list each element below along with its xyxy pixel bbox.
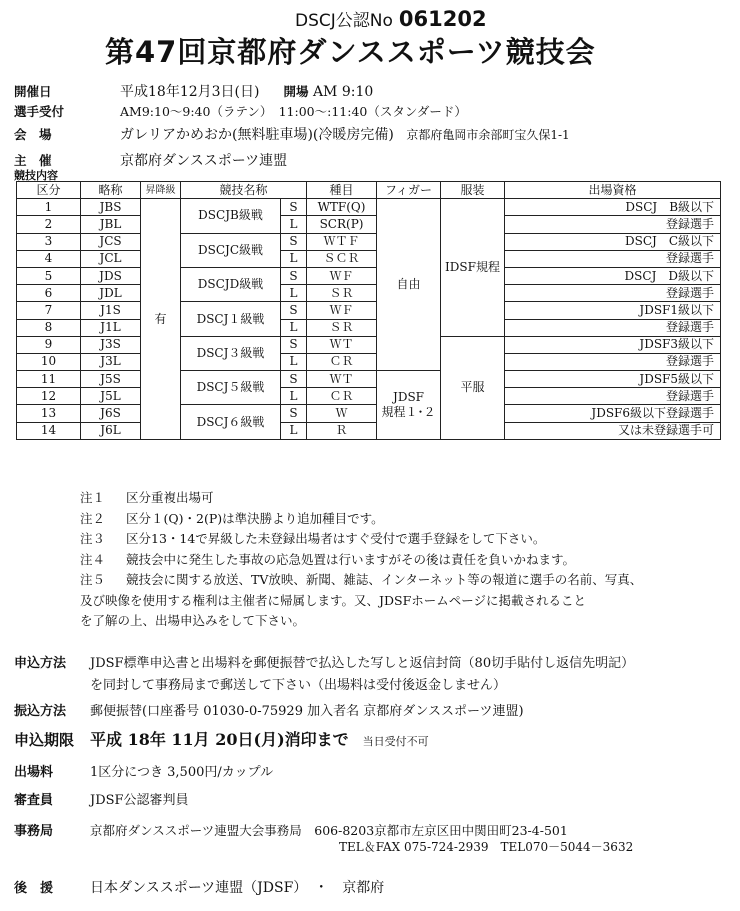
note-text: 競技会中に発生した事故の応急処置は行いますがその後は責任を負いかねます。: [126, 551, 576, 567]
method-line2: を同封して事務局まで郵送して下さい（出場料は受付後返金しません）: [90, 678, 507, 693]
cell-no: 6: [17, 285, 81, 302]
cell-qual: 登録選手: [505, 353, 721, 370]
cell-sl: L: [281, 250, 307, 267]
cell-competition: DSCJB級戦: [181, 199, 281, 233]
cell-event: ＣＲ: [307, 388, 377, 405]
support-value: 日本ダンススポーツ連盟（JDSF） ・ 京都府: [90, 880, 385, 896]
cell-qual: JDSF1級以下: [505, 302, 721, 319]
table-row: [17, 199, 721, 216]
cell-event: ＷＦ: [307, 302, 377, 319]
note-continuation: 及び映像を使用する権利は主催者に帰属します。又、JDSFホームページに掲載されること: [80, 592, 587, 608]
col-header: 競技名称: [181, 182, 307, 199]
office-row: [14, 820, 568, 839]
notes: [80, 488, 642, 632]
cell-dress-plain: 平服: [441, 336, 505, 439]
reception-label: 選手受付: [14, 104, 65, 119]
cell-competition: DSCJ３級戦: [181, 336, 281, 370]
cell-abbr: JDL: [81, 285, 141, 302]
judges-value: JDSF公認審判員: [90, 793, 189, 808]
host-value: 京都府ダンススポーツ連盟: [120, 153, 288, 169]
note-label: 注２: [80, 510, 106, 526]
deadline-row: [14, 727, 429, 750]
host-label: 主 催: [14, 153, 52, 168]
cell-competition: DSCJD級戦: [181, 267, 281, 301]
col-header: 種目: [307, 182, 377, 199]
cell-abbr: J5L: [81, 388, 141, 405]
cell-event: ＷＴ: [307, 336, 377, 353]
cell-abbr: J6L: [81, 422, 141, 439]
fee-row: [14, 761, 273, 780]
cell-event: ＷＴＦ: [307, 233, 377, 250]
table-row: [17, 302, 721, 319]
venue-address: 京都府亀岡市余部町宝久保1-1: [406, 128, 570, 142]
cell-abbr: JCS: [81, 233, 141, 250]
events-table: [16, 181, 721, 440]
cell-event: ＳＣＲ: [307, 250, 377, 267]
cell-no: 13: [17, 405, 81, 422]
certification: [295, 6, 487, 31]
table-row: [17, 267, 721, 284]
open-label: 開場: [283, 84, 309, 99]
deadline-label: 申込期限: [14, 731, 75, 749]
cell-qual: 登録選手: [505, 388, 721, 405]
cell-event: ＣＲ: [307, 353, 377, 370]
reception-row: [14, 102, 467, 120]
cell-abbr: J6S: [81, 405, 141, 422]
cell-no: 7: [17, 302, 81, 319]
cell-no: 1: [17, 199, 81, 216]
venue-value: ガレリアかめおか(無料駐車場)(冷暖房完備): [120, 127, 394, 143]
cell-abbr: J1S: [81, 302, 141, 319]
deadline-value: 平成 18年 11月 20日(月)消印まで: [90, 730, 349, 749]
col-header: 服装: [441, 182, 505, 199]
cell-event: ＷＴ: [307, 371, 377, 388]
cell-abbr: J5S: [81, 371, 141, 388]
cell-sl: L: [281, 285, 307, 302]
cell-qual: 登録選手: [505, 319, 721, 336]
cell-sl: L: [281, 388, 307, 405]
fee-value: 1区分につき 3,500円/カップル: [90, 765, 274, 780]
note-continuation: を了解の上、出場申込みをして下さい。: [80, 613, 306, 628]
cell-sl: L: [281, 422, 307, 439]
cell-promotion: 有: [141, 199, 181, 440]
cell-abbr: JCL: [81, 250, 141, 267]
date-label: 開催日: [14, 84, 52, 99]
method-label: 申込方法: [14, 656, 67, 671]
cell-qual: 又は未登録選手可: [505, 422, 721, 439]
reception-value: AM9:10～9:40（ラテン） 11:00～:11:40（スタンダード）: [120, 104, 467, 119]
cert-number: 061202: [398, 7, 487, 31]
cell-qual: DSCJ D級以下: [505, 267, 721, 284]
table-row: [17, 422, 721, 439]
cell-qual: DSCJ C級以下: [505, 233, 721, 250]
cell-qual: 登録選手: [505, 285, 721, 302]
cell-event: SCR(P): [307, 216, 377, 233]
cell-event: WTF(Q): [307, 199, 377, 216]
col-header: 昇降級: [141, 182, 181, 199]
table-row: [17, 250, 721, 267]
support-label: 後 援: [14, 881, 54, 896]
cell-sl: S: [281, 199, 307, 216]
cell-qual: JDSF3級以下: [505, 336, 721, 353]
cell-no: 14: [17, 422, 81, 439]
method-line1: JDSF標準申込書と出場料を郵便振替で払込した写しと返信封筒（80切手貼付し返信先明記）: [90, 656, 635, 671]
note-label: 注５: [80, 572, 106, 587]
transfer-label: 振込方法: [14, 704, 67, 719]
cell-qual: DSCJ B級以下: [505, 199, 721, 216]
judges-label: 審査員: [14, 793, 54, 808]
cell-competition: DSCJ６級戦: [181, 405, 281, 439]
cell-sl: S: [281, 336, 307, 353]
cell-event: ＷＦ: [307, 267, 377, 284]
note: [80, 570, 642, 591]
note-text: 区分１(Q)・2(P)は準決勝より追加種目です。: [126, 510, 384, 526]
cell-abbr: JBS: [81, 199, 141, 216]
office-value: 京都府ダンススポーツ連盟大会事務局 606-8203京都市左京区田中関田町23-4-501: [90, 823, 568, 838]
cell-no: 3: [17, 233, 81, 250]
cell-event: ＳＲ: [307, 285, 377, 302]
note: [80, 488, 642, 509]
venue-label: 会 場: [14, 127, 52, 142]
figure-jdsf-line2: 規程１･２: [381, 404, 436, 419]
cell-figure-jdsf: [377, 371, 441, 440]
cell-no: 8: [17, 319, 81, 336]
date-row: [14, 81, 373, 101]
transfer-value: 郵便振替(口座番号 01030-0-75929 加入者名 京都府ダンススポーツ連盟): [90, 704, 524, 719]
table-header-row: [17, 182, 721, 199]
figure-jdsf-line1: JDSF: [393, 389, 424, 404]
cell-abbr: JDS: [81, 267, 141, 284]
cell-competition: DSCJ５級戦: [181, 371, 281, 405]
cell-sl: L: [281, 216, 307, 233]
table-row: [17, 353, 721, 370]
table-row: [17, 371, 721, 388]
col-header: 略称: [81, 182, 141, 199]
transfer-row: [14, 700, 524, 719]
note: [80, 529, 642, 550]
cell-abbr: J3S: [81, 336, 141, 353]
cell-qual: 登録選手: [505, 216, 721, 233]
table-row: [17, 388, 721, 405]
table-row: [17, 285, 721, 302]
cell-sl: S: [281, 267, 307, 284]
page-title: 第47回京都府ダンススポーツ競技会: [105, 35, 596, 69]
note: [80, 550, 642, 571]
cell-no: 10: [17, 353, 81, 370]
cell-no: 5: [17, 267, 81, 284]
col-header: フィガー: [377, 182, 441, 199]
cell-event: Ｗ: [307, 405, 377, 422]
cell-abbr: J1L: [81, 319, 141, 336]
cell-qual: JDSF6級以下登録選手: [505, 405, 721, 422]
col-header: 区分: [17, 182, 81, 199]
office-label: 事務局: [14, 824, 54, 839]
office-tel: TEL＆FAX 075-724-2939 TEL070－5044－3632: [339, 840, 634, 854]
table-row: [17, 216, 721, 233]
note-text: 競技会に関する放送、TV放映、新聞、雑誌、インターネット等の報道に選手の名前、写真、: [126, 572, 643, 587]
note: [80, 509, 642, 530]
events-label: 競技内容: [14, 169, 58, 182]
venue-row: [14, 124, 570, 144]
cell-sl: S: [281, 405, 307, 422]
cell-sl: L: [281, 353, 307, 370]
cell-sl: S: [281, 302, 307, 319]
date-value: 平成18年12月3日(日): [120, 84, 260, 100]
table-row: [17, 336, 721, 353]
cert-label: DSCJ公認No: [295, 11, 393, 31]
cell-abbr: J3L: [81, 353, 141, 370]
table-row: [17, 405, 721, 422]
cell-sl: S: [281, 371, 307, 388]
deadline-note: 当日受付不可: [362, 735, 429, 748]
cell-sl: L: [281, 319, 307, 336]
col-header: 出場資格: [505, 182, 721, 199]
note-text: 区分13・14で昇級した未登録出場者はすぐ受付で選手登録をして下さい。: [126, 531, 546, 546]
open-value: AM 9:10: [312, 84, 374, 100]
cell-qual: 登録選手: [505, 250, 721, 267]
cell-event: ＳＲ: [307, 319, 377, 336]
table-row: [17, 233, 721, 250]
fee-label: 出場料: [14, 765, 54, 780]
note-text: 区分重複出場可: [126, 490, 214, 505]
cell-sl: S: [281, 233, 307, 250]
cell-no: 11: [17, 371, 81, 388]
cell-qual: JDSF5級以下: [505, 371, 721, 388]
cell-no: 2: [17, 216, 81, 233]
cell-competition: DSCJ１級戦: [181, 302, 281, 336]
cell-figure-free: 自由: [377, 199, 441, 371]
method-row: [14, 652, 634, 671]
cell-no: 9: [17, 336, 81, 353]
judges-row: [14, 789, 189, 808]
note-label: 注１: [80, 490, 106, 505]
cell-no: 12: [17, 388, 81, 405]
note-label: 注４: [80, 551, 106, 567]
support-row: [14, 877, 384, 897]
cell-abbr: JBL: [81, 216, 141, 233]
cell-no: 4: [17, 250, 81, 267]
cell-competition: DSCJC級戦: [181, 233, 281, 267]
table-row: [17, 319, 721, 336]
cell-event: Ｒ: [307, 422, 377, 439]
cell-dress-jdsf: IDSF規程: [441, 199, 505, 337]
note-label: 注３: [80, 531, 106, 546]
